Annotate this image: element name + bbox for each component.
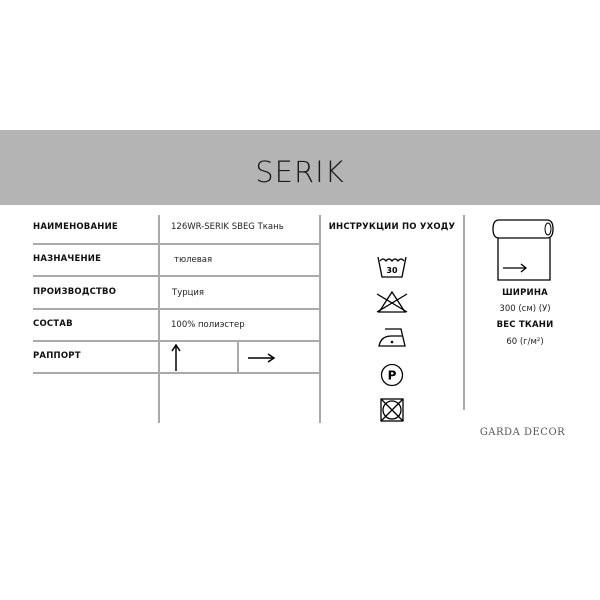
- row-label: СОСТАВ: [33, 319, 73, 329]
- table-divider: [319, 215, 321, 423]
- weight-value: 60 (г/м²): [506, 337, 544, 347]
- arrow-up-icon: [170, 344, 184, 372]
- row-divider: [33, 308, 319, 310]
- width-label: ШИРИНА: [502, 288, 548, 298]
- row-value: Турция: [172, 288, 205, 298]
- row-divider: [33, 275, 319, 277]
- weight-label: ВЕС ТКАНИ: [496, 320, 554, 330]
- iron-low-icon: [377, 326, 407, 348]
- fabric-roll-icon: [493, 218, 555, 284]
- wash-30-icon: [377, 255, 407, 279]
- dry-clean-p-icon: [380, 363, 404, 387]
- row-divider: [33, 243, 319, 245]
- row-value: 100% полиэстер: [171, 320, 245, 330]
- row-label: НАИМЕНОВАНИЕ: [33, 222, 118, 232]
- width-value: 300 (см) (У): [499, 304, 551, 314]
- row-label: ПРОИЗВОДСТВО: [33, 287, 117, 297]
- no-tumble-dry-icon: [380, 398, 404, 422]
- row-label: РАППОРТ: [33, 351, 81, 361]
- row-divider: [33, 340, 319, 342]
- brand-logo: GARDA DECOR: [479, 427, 566, 438]
- wash-temp: 30: [386, 266, 398, 275]
- row-value: тюлевая: [174, 255, 213, 265]
- row-label: НАЗНАЧЕНИЕ: [33, 254, 102, 264]
- product-title: SERIK: [255, 155, 345, 189]
- arrow-right-icon: [248, 352, 276, 364]
- svg-text:P: P: [387, 368, 397, 383]
- row-divider: [33, 372, 319, 374]
- table-divider: [237, 341, 239, 373]
- no-bleach-icon: [375, 290, 409, 314]
- row-value: 126WR-SERIK SBEG Ткань: [171, 222, 284, 232]
- care-title: ИНСТРУКЦИИ ПО УХОДУ: [328, 222, 456, 232]
- table-divider: [158, 215, 160, 423]
